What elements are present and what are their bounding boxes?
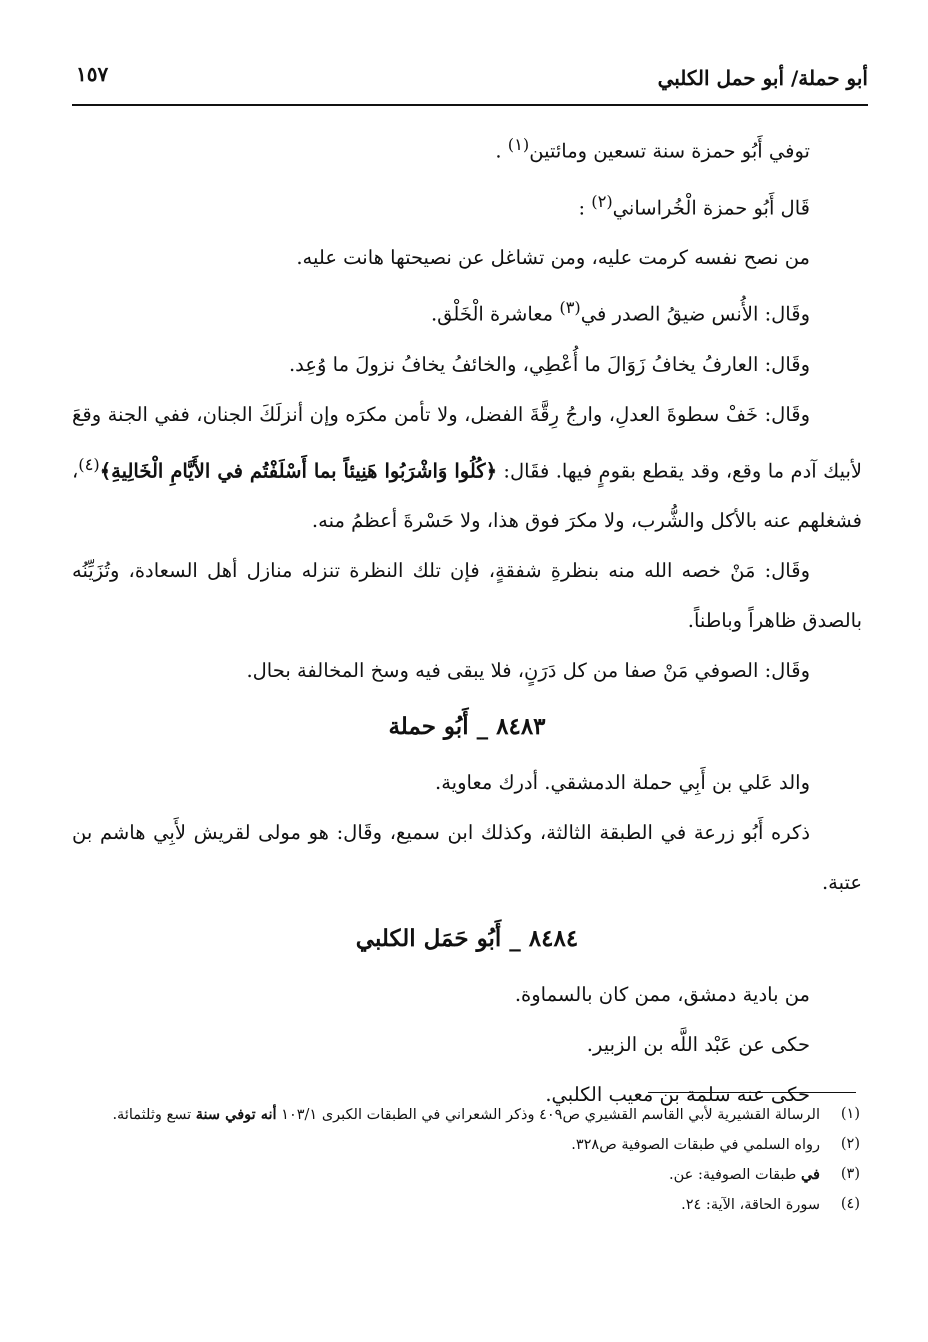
footnote-number: (٣) — [840, 1166, 860, 1182]
paragraph: من بادية دمشق، ممن كان بالسماوة. — [514, 983, 810, 1006]
paragraph: وقَال: العارفُ يخافُ زَوَالَ ما أُعْطِي، والخائفُ يخافُ نزولَ ما وُعِد. — [288, 352, 810, 376]
entry-heading: ٨٤٨٣ _ أَبُو حملة — [388, 713, 546, 740]
footnote-number: (٢) — [840, 1136, 860, 1152]
footnote-number: (٤) — [840, 1196, 860, 1212]
paragraph: توفي أَبُو حمزة سنة تسعين ومائتين$^{(١)}$ . — [495, 135, 810, 163]
footnote-text: في طبقات الصوفية: عن. — [669, 1166, 820, 1183]
running-title: أبو حملة/ أبو حمل الكلبي — [657, 66, 868, 90]
paragraph: والد عَلي بن أَبِي حملة الدمشقي. أدرك معاوية. — [435, 771, 810, 794]
paragraph: حكى عن عَبْد اللَّه بن الزبير. — [586, 1033, 810, 1056]
footnote-separator — [648, 1092, 856, 1093]
footnote-ref: (٣) — [559, 298, 581, 317]
footnote-text: سورة الحاقة، الآية: ٢٤. — [681, 1197, 820, 1213]
footnote-text: الرسالة القشيرية لأبي القاسم القشيري ص٤٠٩ وذكر الشعراني في الطبقات الكبرى ١٠٣/١ أنه توفي سنة تسع وثلثمائة. — [112, 1106, 820, 1123]
paragraph: وقَال: الصوفي مَنْ صفا من كل دَرَنٍ، فلا يبقى فيه وسخ المخالفة بحال. — [246, 659, 810, 682]
paragraph: حكى عنه سلمة بن معيب الكلبي. — [545, 1083, 810, 1106]
paragraph: من نصح نفسه كرمت عليه، ومن تشاغل عن نصيحتها هانت عليه. — [296, 246, 810, 269]
footnote-number: (١) — [840, 1106, 860, 1122]
quran-verse: ﴿كُلُوا وَاشْرَبُوا هَنِيئاً بما أَسْلَفْتُم في الأَيَّامِ الْخَالِيةِ﴾ — [99, 459, 497, 482]
paragraph: ذكره أَبُو زرعة في الطبقة الثالثة، وكذلك ابن سميع، وقَال: هو مولى لقريش لأَبِي هاشم بن عتبة. — [72, 821, 862, 894]
footnote-ref: (٤) — [78, 454, 100, 474]
page-header — [72, 58, 868, 102]
paragraph: قَال أَبُو حمزة الْخُراساني$^{(٢)}$ : — [578, 191, 810, 219]
page-number: ١٥٧ — [76, 62, 109, 86]
paragraph: وقَال: مَنْ خصه الله منه بنظرةِ شفقةٍ، فإن تلك النظرة تنزله منازل أهل السعادة، وتُزَيِّنُه بالصدق ظاهراً وباطناً. — [72, 559, 862, 632]
footnote-ref: (٢) — [591, 191, 613, 211]
header-rule — [72, 104, 868, 106]
footnote — [72, 1130, 860, 1160]
main-text — [72, 120, 862, 1120]
footnote-text: رواه السلمي في طبقات الصوفية ص٣٢٨. — [571, 1137, 820, 1153]
entry-heading: ٨٤٨٤ _ أَبُو حَمَل الكلبي — [355, 925, 579, 952]
paragraph: وقَال: خَفْ سطوةَ العدلِ، وارجُ رِقَّةَ الفضل، ولا تأمن مكرَه وإن أنزلَكَ الجنان، ففي الجنة وقعَ لأبيك آدم ما وقع، وقد يقطع بقومٍ فيها. فقَال: ﴿كُلُوا وَاشْرَبُوا هَنِيئاً بما أَسْلَفْتُم في الأَيَّامِ الْخَالِيةِ﴾$^{(٤)}$، فشغلهم عنه بالأكل والشُّرب، ولا مكرَ فوق هذا، ولا حَسْرةَ أعظمُ منه. — [72, 402, 863, 532]
footnote-ref: (١) — [507, 135, 530, 154]
footnote — [72, 1190, 860, 1220]
footnote — [72, 1100, 860, 1130]
footnotes — [72, 1100, 860, 1220]
footnote — [72, 1160, 860, 1190]
paragraph: وقَال: الأُنس ضيقُ الصدر في$^{(٣)}$ معاشرة الْخَلْق. — [430, 298, 810, 326]
